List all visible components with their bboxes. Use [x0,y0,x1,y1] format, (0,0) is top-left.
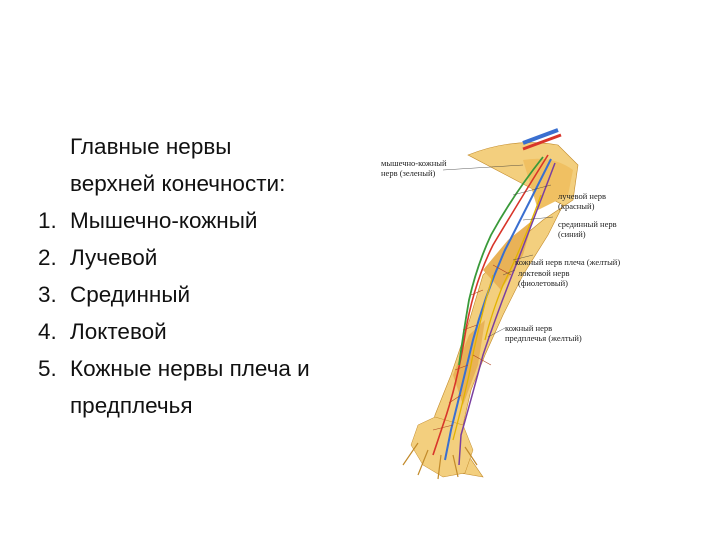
callout-line: кожный нерв [505,323,553,333]
list-item [38,239,358,276]
list-item [38,313,358,350]
list-item-number: 4. [38,319,57,344]
callout-musculocutaneous [381,158,447,178]
callout-line: (красный) [558,201,595,211]
list-item [38,276,358,313]
callout-line: (фиолетовый) [518,278,568,288]
callout-line: кожный нерв плеча (желтый) [515,257,621,267]
callout-line: локтевой нерв [518,268,570,278]
list-heading-line-1: Главные нервы [70,134,232,159]
arm-anatomy-drawing [373,125,621,480]
callout-ulnar [518,268,569,288]
callout-line: срединный нерв [558,219,617,229]
list-item-text: Мышечно-кожный [70,208,258,233]
callout-cutaneous-arm [515,257,620,267]
callout-radial [558,191,606,211]
list-item-text: Лучевой [70,245,158,270]
callout-line: лучевой нерв [558,191,607,201]
callout-line: предплечья (желтый) [505,333,582,343]
list-heading-line-2: верхней конечности: [70,171,286,196]
nerve-list [38,128,358,424]
list-item-number: 3. [38,282,57,307]
list-item-number: 2. [38,245,57,270]
list-item [38,350,358,424]
callout-line: мышечно-кожный [381,158,447,168]
list-item [38,202,358,239]
callout-cutaneous-forearm [505,323,582,343]
list-item-text: Кожные нервы плеча и предплечья [70,356,310,418]
list-item-text: Локтевой [70,319,167,344]
callout-line: нерв (зеленый) [381,168,436,178]
callout-line: (синий) [558,229,586,239]
list-item-number: 1. [38,208,57,233]
list-item-number: 5. [38,356,57,381]
callout-median [558,219,617,239]
list-item-text: Срединный [70,282,191,307]
arm-nerves-illustration [373,125,621,480]
